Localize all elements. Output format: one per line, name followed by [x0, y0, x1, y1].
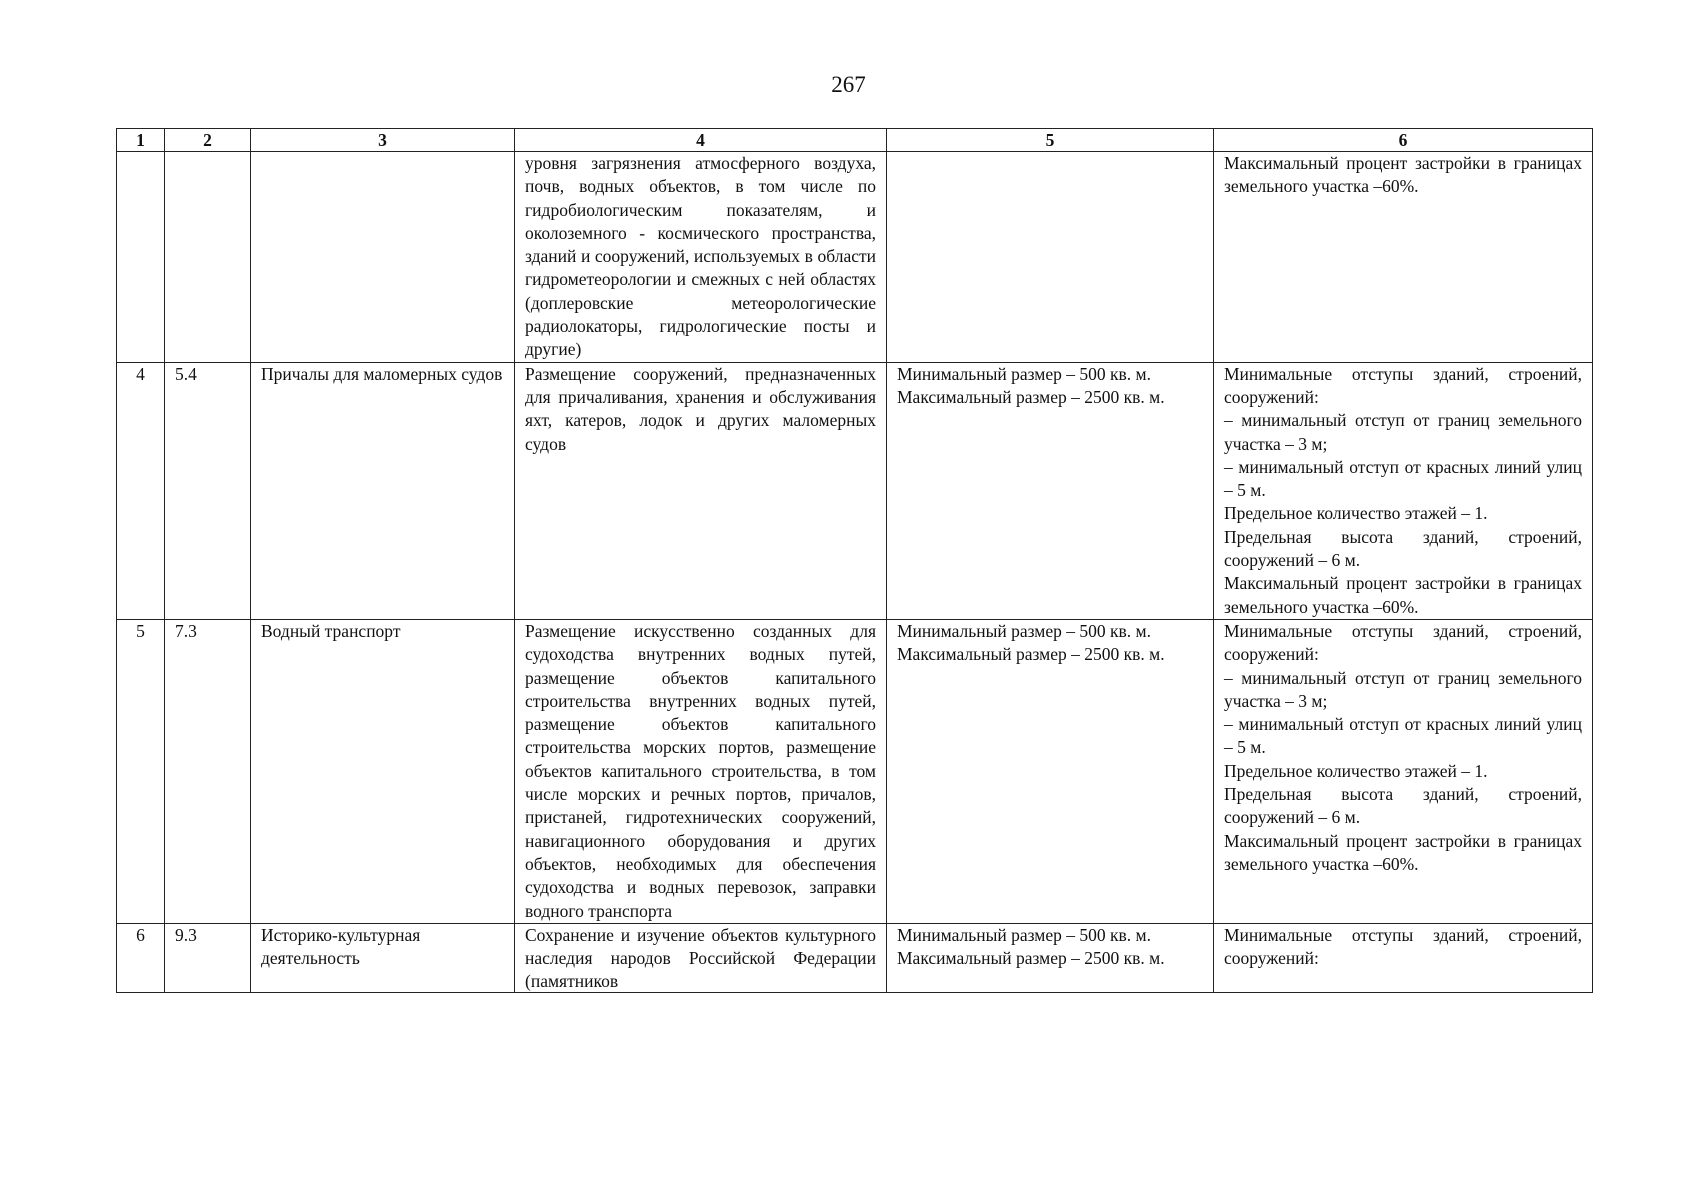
column-header: 5 — [887, 129, 1214, 152]
param-line: Предельная высота зданий, строений, сооружений – 6 м. — [1224, 526, 1582, 571]
construction-params-cell — [1214, 923, 1593, 992]
use-description-text: Сохранение и изучение объектов культурного наследия народов Российской Федерации (памятников — [525, 924, 876, 992]
column-header: 4 — [515, 129, 887, 152]
table-row — [117, 923, 1593, 992]
param-line: Минимальные отступы зданий, строений, сооружений: — [1224, 363, 1582, 407]
land-use-regulations-table — [116, 128, 1593, 993]
param-line: – минимальный отступ от красных линий улиц – 5 м. — [1224, 456, 1582, 501]
row-number-text: 6 — [136, 924, 145, 945]
use-code-cell: 5.4 — [165, 362, 251, 619]
use-name-cell — [251, 152, 515, 363]
use-name-text: Историко-культурная деятельность — [261, 924, 421, 969]
plot-size-cell — [887, 923, 1214, 992]
table-row — [117, 152, 1593, 363]
param-line: Максимальный процент застройки в границах земельного участка –60%. — [1224, 573, 1582, 617]
param-line: Минимальные отступы зданий, строений, сооружений: — [1224, 924, 1582, 969]
row-number-cell: 5 — [117, 619, 165, 923]
page-number: 267 — [831, 72, 866, 97]
plot-size-wrap — [897, 924, 1203, 992]
param-line: Предельное количество этажей – 1. — [1224, 760, 1488, 781]
use-code-cell — [165, 152, 251, 363]
column-header: 2 — [165, 129, 251, 152]
column-header: 1 — [117, 129, 165, 152]
row-number-cell — [117, 923, 165, 992]
use-description-cell: Размещение искусственно созданных для судоходства внутренних водных путей, размещение объектов капитального строительства внутренних водных путей, размещение объектов капитального строительства морских портов, размещение объектов капитального строительства, в том числе морских и речных портов, причалов, пристаней, гидротехнических сооружений, навигационного оборудования и других объектов, необходимых для обеспечения судоходства и водных перевозок, заправки водного транспорта — [515, 619, 887, 923]
param-line: – минимальный отступ от красных линий улиц – 5 м. — [1224, 714, 1582, 758]
max-size-text: Максимальный размер – 2500 кв. м. — [897, 386, 1165, 407]
param-line: Максимальный процент застройки в границах земельного участка –60%. — [1224, 153, 1582, 197]
plot-size-cell — [887, 362, 1214, 619]
use-name-cell — [251, 923, 515, 992]
column-number-header-row — [117, 129, 1593, 152]
use-code-cell — [165, 923, 251, 992]
row-number-cell: 4 — [117, 362, 165, 619]
plot-size-cell — [887, 619, 1214, 923]
table-row — [117, 619, 1593, 923]
min-size-text: Минимальный размер – 500 кв. м. — [897, 363, 1151, 384]
param-line: Предельное количество этажей – 1. — [1224, 503, 1488, 524]
param-line: – минимальный отступ от границ земельного участка – 3 м; — [1224, 667, 1582, 711]
construction-params-cell — [1214, 619, 1593, 923]
min-size-text: Минимальный размер – 500 кв. м. — [897, 620, 1151, 641]
max-size-text: Максимальный размер – 2500 кв. м. — [897, 948, 1165, 969]
use-description-cell: уровня загрязнения атмосферного воздуха, почв, водных объектов, в том числе по гидробиологическим показателям, и околоземного - космического пространства, зданий и сооружений, используемых в области гидрометеорологии и смежных с ней областях (доплеровские метеорологические радиолокаторы, гидрологические посты и другие) — [515, 152, 887, 363]
max-size-text: Максимальный размер – 2500 кв. м. — [897, 644, 1165, 665]
use-code-cell: 7.3 — [165, 619, 251, 923]
param-line: Максимальный процент застройки в границах земельного участка –60%. — [1224, 830, 1582, 874]
use-description-cell — [515, 923, 887, 992]
use-code-text: 9.3 — [175, 924, 197, 945]
use-name-cell: Причалы для маломерных судов — [251, 362, 515, 619]
column-header: 6 — [1214, 129, 1593, 152]
param-line: – минимальный отступ от границ земельного участка – 3 м; — [1224, 410, 1582, 454]
use-description-cell: Размещение сооружений, предназначенных для причаливания, хранения и обслуживания яхт, катеров, лодок и других маломерных судов — [515, 362, 887, 619]
min-size-text: Минимальный размер – 500 кв. м. — [897, 924, 1151, 945]
params-wrap — [1224, 924, 1582, 992]
column-header: 3 — [251, 129, 515, 152]
construction-params-cell — [1214, 152, 1593, 363]
row-number-cell — [117, 152, 165, 363]
plot-size-cell — [887, 152, 1214, 363]
param-line: Предельная высота зданий, строений, сооружений – 6 м. — [1224, 784, 1582, 828]
use-name-cell: Водный транспорт — [251, 619, 515, 923]
table-row — [117, 362, 1593, 619]
construction-params-cell — [1214, 362, 1593, 619]
param-line: Минимальные отступы зданий, строений, сооружений: — [1224, 620, 1582, 665]
